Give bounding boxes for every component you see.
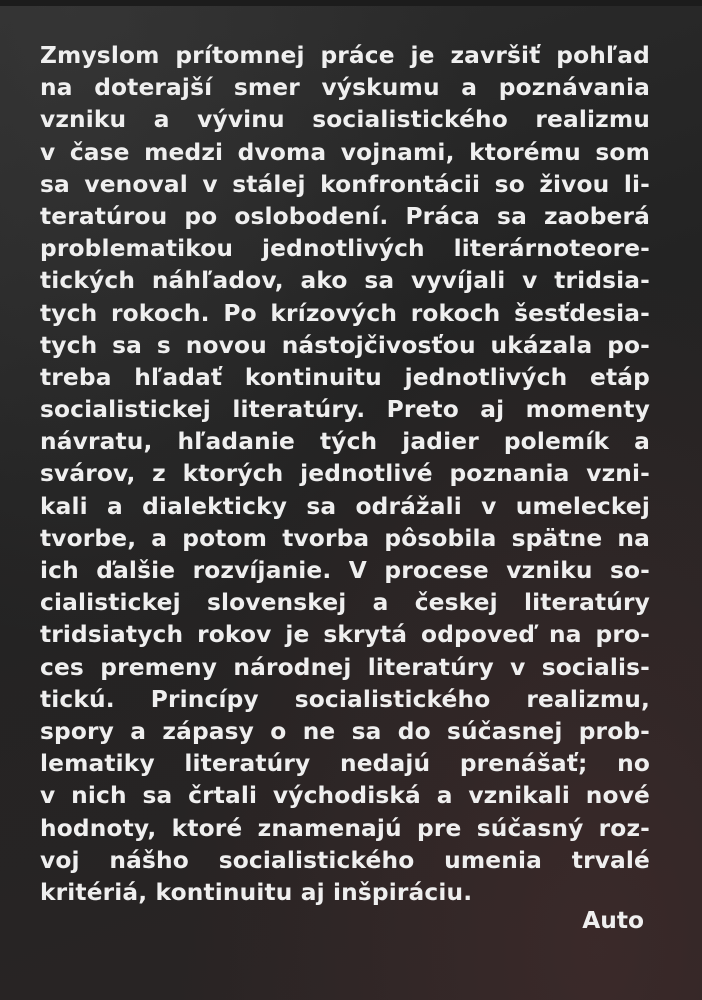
blurb-line: ces premeny národnej literatúry v socialis-: [40, 653, 650, 681]
blurb-line: tických náhľadov, ako sa vyvíjali v tridsia-: [40, 267, 650, 295]
cover-top-edge: [0, 0, 702, 6]
blurb-line: cialistickej slovenskej a českej literatúry: [40, 589, 650, 617]
blurb-line: lematiky literatúry nedajú prenášať; no: [40, 750, 650, 778]
blurb-line: v nich sa črtali východiská a vznikali nové: [40, 782, 650, 810]
author-signature: Auto: [582, 907, 644, 934]
blurb-line: spory a zápasy o ne sa do súčasnej prob-: [40, 717, 650, 745]
blurb-line: hodnoty, ktoré znamenajú pre súčasný roz-: [40, 814, 650, 842]
blurb-line: ich ďalšie rozvíjanie. V procese vzniku so-: [40, 557, 650, 584]
blurb-line: teratúrou po oslobodení. Práca sa zaoberá: [40, 202, 650, 230]
blurb-line: tych rokoch. Po krízových rokoch šesťdesia-: [40, 299, 650, 327]
blurb-line: tickú. Princípy socialistického realizmu,: [40, 685, 650, 713]
blurb-line: tridsiatych rokov je skrytá odpoveď na pro-: [40, 621, 650, 649]
blurb-line: Zmyslom prítomnej práce je završiť pohľad: [40, 42, 650, 69]
blurb-line: na doterajší smer výskumu a poznávania: [40, 74, 650, 102]
blurb-line: vzniku a vývinu socialistického realizmu: [40, 106, 650, 134]
blurb-line: socialistickej literatúry. Preto aj momenty: [40, 396, 650, 424]
blurb-line: svárov, z ktorých jednotlivé poznania vzni-: [40, 460, 650, 488]
blurb-line: treba hľadať kontinuitu jednotlivých etáp: [40, 363, 650, 391]
blurb-line: návratu, hľadanie tých jadier polemík a: [40, 428, 650, 456]
blurb-paragraph: [40, 40, 650, 909]
blurb-line: kritériá, kontinuitu aj inšpiráciu.: [40, 878, 473, 906]
blurb-line: problematikou jednotlivých literárnoteore-: [40, 235, 650, 263]
blurb-line: tych sa s novou nástojčivosťou ukázala po-: [40, 331, 650, 359]
blurb-line: kali a dialekticky sa odrážali v umeleckej: [40, 492, 650, 520]
blurb-line: voj nášho socialistického umenia trvalé: [40, 846, 650, 874]
blurb-line: sa venoval v stálej konfrontácii so živou li-: [40, 170, 650, 198]
blurb-line: v čase medzi dvoma vojnami, ktorému som: [40, 138, 650, 166]
blurb-line: tvorbe, a potom tvorba pôsobila spätne na: [40, 524, 650, 552]
